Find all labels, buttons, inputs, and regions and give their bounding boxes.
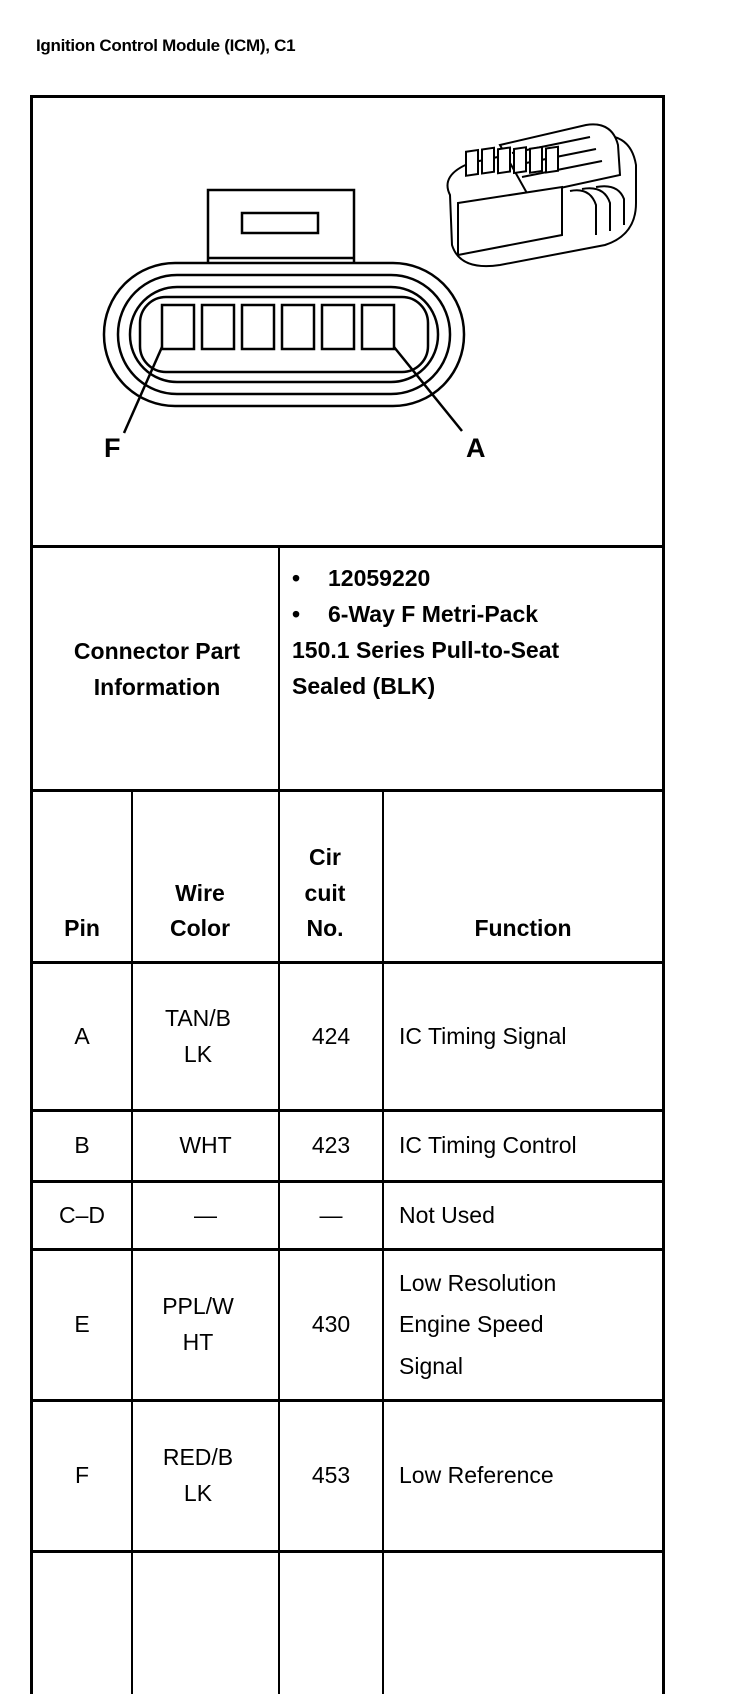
row-e-pin: E xyxy=(74,1311,90,1338)
row-f-pin: F xyxy=(74,1462,90,1489)
row-e-function: Low Resolution Engine Speed Signal xyxy=(399,1269,557,1379)
connector-diagram xyxy=(30,95,665,547)
connector-seal-color: Sealed (BLK) xyxy=(292,673,436,699)
row-cd-wire-color: — xyxy=(194,1201,217,1228)
info-bullet-1: • 12059220 xyxy=(292,560,682,596)
connector-perspective-view xyxy=(448,124,637,266)
header-wire-color: Wire Color xyxy=(169,879,231,942)
connector-face-view xyxy=(104,190,464,433)
connector-sheet xyxy=(30,95,717,1694)
pin-label-f: F xyxy=(104,433,121,463)
row-a-pin: A xyxy=(74,1022,90,1049)
pin-label-a: A xyxy=(466,433,486,463)
header-circuit-no: Cir cuit No. xyxy=(304,844,346,942)
connector-outer-shell xyxy=(104,263,464,406)
row-a-function: IC Timing Signal xyxy=(399,1022,567,1049)
row-cd-function: Not Used xyxy=(399,1201,495,1228)
lock-tab-window xyxy=(242,213,318,233)
row-e-wire-color: PPL/W HT xyxy=(162,1293,234,1355)
row-e-circuit: 430 xyxy=(311,1311,351,1338)
connector-info-label: Connector Part Information xyxy=(73,638,241,700)
connector-series: 150.1 Series Pull-to-Seat xyxy=(292,637,560,663)
row-b-wire-color: WHT xyxy=(179,1132,232,1159)
header-function: Function xyxy=(474,915,572,942)
row-f-bottom-border xyxy=(30,1550,665,1553)
info-divider xyxy=(278,545,280,791)
document-title: Ignition Control Module (ICM), C1 xyxy=(36,36,296,55)
part-number: 12059220 xyxy=(328,565,431,591)
info-bullet-2: • 6-Way F Metri-Pack xyxy=(292,596,682,632)
connector-type: 6-Way F Metri-Pack xyxy=(328,601,539,627)
row-f-wire-color: RED/B LK xyxy=(162,1444,234,1506)
header-pin: Pin xyxy=(64,915,100,942)
row-f-function: Low Reference xyxy=(399,1462,554,1489)
row-b-function: IC Timing Control xyxy=(399,1132,577,1159)
row-a-circuit: 424 xyxy=(311,1022,351,1049)
row-a-wire-color: TAN/B LK xyxy=(164,1004,232,1067)
row-b-circuit: 423 xyxy=(311,1132,351,1159)
row-f-circuit: 453 xyxy=(311,1462,351,1489)
row-cd-pin: C–D xyxy=(58,1201,105,1228)
connector-info-details xyxy=(292,560,682,704)
row-cd-circuit: — xyxy=(319,1201,343,1228)
row-b-pin: B xyxy=(74,1132,90,1159)
